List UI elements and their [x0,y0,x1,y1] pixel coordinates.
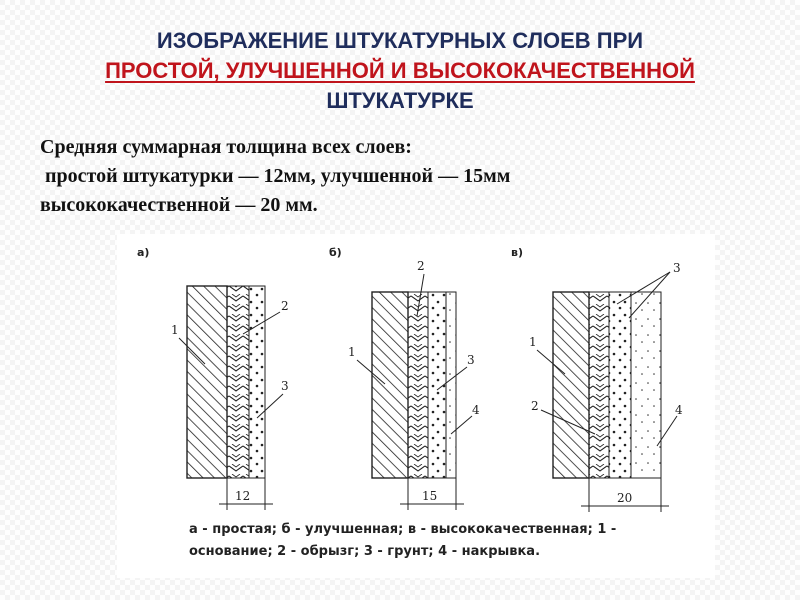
slide-title [0,26,800,116]
plaster-layers-figure [117,234,715,578]
panel-c-topcoat [631,292,661,478]
panel-b [329,246,480,510]
panel-a-callout-3: 3 [281,379,289,393]
panel-b-topcoat [446,292,456,478]
panel-b-label: б) [329,246,342,259]
panel-b-callout-3: 3 [467,353,475,367]
panel-c-callout-1: 1 [529,335,537,349]
panel-a-spatter [227,286,249,478]
body-line-3: высококачественной — 20 мм. [40,194,318,216]
title-line-2: ПРОСТОЙ, УЛУЧШЕННОЙ И ВЫСОКОКАЧЕСТВЕННОЙ [105,58,695,83]
panel-a-base [187,286,227,478]
panel-b-callout-2: 2 [417,259,425,273]
panel-c-spatter [589,292,609,478]
panel-a [137,246,289,510]
panel-b-spatter [408,292,428,478]
figure-caption [189,519,709,563]
panel-c-primer [609,292,631,478]
panel-a-primer [249,286,265,478]
panel-a-callout-2: 2 [281,299,289,313]
panel-c-base [553,292,589,478]
panel-b-callout-1: 1 [348,345,356,359]
panel-a-dimension: 12 [235,489,251,503]
panel-c-dimension: 20 [617,491,633,505]
caption-line-1: а - простая; б - улучшенная; в - высококачественная; 1 - [189,522,617,537]
panel-c [511,246,683,512]
panel-c-label: в) [511,246,523,259]
body-line-1: Средняя суммарная толщина всех слоев: [40,136,412,158]
panel-b-callout-4: 4 [472,403,480,417]
panel-c-callout-2: 2 [531,399,539,413]
title-line-1: ИЗОБРАЖЕНИЕ ШТУКАТУРНЫХ СЛОЕВ ПРИ [156,28,644,53]
panel-a-callout-1: 1 [171,323,179,337]
panel-c-callout-3: 3 [673,261,681,275]
thickness-description [40,133,780,220]
caption-line-2: основание; 2 - обрызг; 3 - грунт; 4 - накрывка. [189,544,541,559]
body-line-2: простой штукатурки — 12мм, улучшенной — 15мм [40,165,511,187]
panel-c-callout-4: 4 [675,403,683,417]
panel-a-label: а) [137,246,150,259]
panel-b-base [372,292,408,478]
title-line-3: ШТУКАТУРКЕ [326,88,474,113]
panel-b-dimension: 15 [422,489,438,503]
